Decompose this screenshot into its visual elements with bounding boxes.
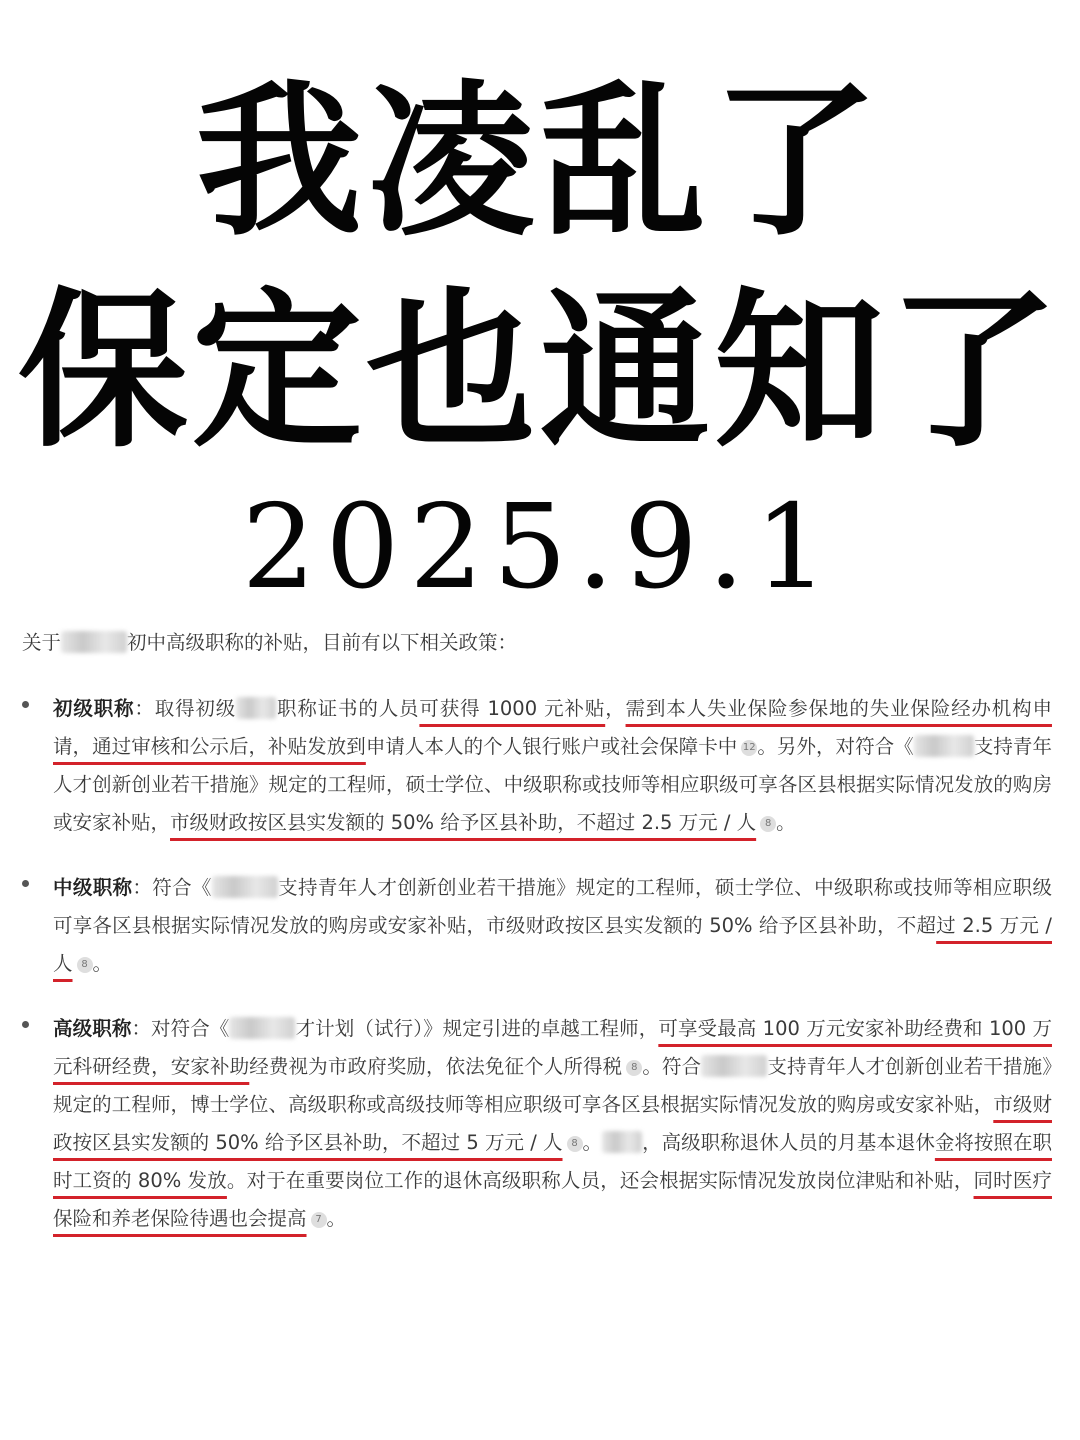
text-span: 才计划（试行）》规定引进的卓越工程师， bbox=[295, 1017, 659, 1040]
citation-badge[interactable]: 12 bbox=[741, 740, 757, 756]
redacted-text bbox=[701, 1055, 767, 1077]
term-label: 高级职称 bbox=[53, 1017, 132, 1040]
text-span: 。符合 bbox=[642, 1055, 702, 1078]
underlined-text: 需到本人失业保险参保地的失业保险经办机构申请，通过审核和公示后，补贴发放到 bbox=[53, 697, 1052, 758]
text-span: ：取得初级 bbox=[134, 697, 237, 720]
text-span: ，高级职称退休人员的月基本退休 bbox=[642, 1131, 935, 1154]
citation-badge[interactable]: 8 bbox=[567, 1136, 583, 1152]
citation-badge[interactable]: 7 bbox=[311, 1212, 327, 1228]
text-span: 。 bbox=[776, 811, 796, 834]
intro-text: 关于 bbox=[22, 631, 62, 654]
underlined-text: 市级财政按区县实发额的 50% 给予区县补助，不超过 2.5 万元 / 人 bbox=[170, 811, 757, 834]
redacted-text bbox=[212, 876, 278, 898]
underlined-text: 过 2.5 万元 / 人 bbox=[53, 914, 1052, 975]
intro-text: 初中高级职称的补贴，目前有以下相关政策： bbox=[127, 631, 518, 654]
headline-date: 2025.9.1 bbox=[241, 480, 839, 615]
redacted-text bbox=[236, 697, 276, 719]
redacted-text bbox=[914, 735, 974, 757]
list-item-middle-title bbox=[22, 869, 1052, 983]
text-span: 。对于在重要岗位工作的退休高级职称人员，还会根据实际情况发放岗位津贴和补贴， bbox=[226, 1169, 974, 1192]
text-span: 支持青年人才创新创业若干措施》规定的工程师，硕士学位、中级职称或技师等相应职级可享各区县根据实际情况发放的购房或安家补贴， bbox=[53, 735, 1052, 834]
primary-title-paragraph bbox=[53, 690, 1052, 842]
text-span: 。 bbox=[582, 1131, 603, 1154]
redacted-text bbox=[229, 1017, 295, 1039]
headline-line1: 我凌乱了 bbox=[196, 64, 884, 259]
middle-title-paragraph bbox=[53, 869, 1052, 983]
text-span: ：符合《 bbox=[132, 876, 212, 899]
underlined-text: 同时医疗保险和养老保险待遇也会提高 bbox=[53, 1169, 1052, 1230]
term-label: 初级职称 bbox=[53, 697, 135, 720]
intro-paragraph bbox=[22, 630, 1052, 656]
citation-badge[interactable]: 8 bbox=[77, 957, 93, 973]
redacted-text bbox=[602, 1131, 642, 1153]
term-label: 中级职称 bbox=[53, 876, 133, 899]
text-span: ， bbox=[605, 697, 626, 720]
underlined-text: 市级财政按区县实发额的 50% 给予区县补助，不超过 5 万元 / 人 bbox=[53, 1093, 1052, 1154]
bullet-icon bbox=[22, 701, 29, 708]
text-span: 支持青年人才创新创业若干措施》规定的工程师，硕士学位、中级职称或技师等相应职级可享各区县根据实际情况发放的购房或安家补贴，市级财政按区县实发额的 50% 给予区县补助，不超 bbox=[53, 876, 1052, 937]
redacted-text bbox=[61, 631, 127, 653]
text-span: 经费视为市政府奖励，依法免征个人所得税 bbox=[249, 1055, 623, 1078]
underlined-text: 金将按照在职时工资的 80% 发放 bbox=[53, 1131, 1052, 1192]
headline-line2: 保定也通知了 bbox=[17, 271, 1062, 471]
text-span: 职称证书的人员 bbox=[276, 697, 420, 720]
policy-document bbox=[22, 630, 1052, 1265]
list-item-senior-title bbox=[22, 1010, 1052, 1238]
underlined-text: 可获得 1000 元补贴 bbox=[419, 697, 606, 720]
text-span: ：对符合《 bbox=[131, 1017, 230, 1040]
text-span: 申请人本人的个人银行账户或社会保障卡中 bbox=[365, 735, 738, 758]
bullet-icon bbox=[22, 880, 29, 887]
underlined-text: 可享受最高 100 万元安家补助经费和 100 万元科研经费，安家补助 bbox=[53, 1017, 1052, 1078]
list-item-primary-title bbox=[22, 690, 1052, 842]
citation-badge[interactable]: 8 bbox=[760, 816, 776, 832]
text-span: 。另外，对符合《 bbox=[757, 735, 914, 758]
senior-title-paragraph bbox=[53, 1010, 1052, 1238]
text-span: 。 bbox=[92, 952, 113, 975]
citation-badge[interactable]: 8 bbox=[626, 1060, 642, 1076]
text-span: 支持青年人才创新创业若干措施》规定的工程师，博士学位、高级职称或高级技师等相应职级可享各区县根据实际情况发放的购房或安家补贴， bbox=[53, 1055, 1052, 1116]
bullet-icon bbox=[22, 1021, 29, 1028]
text-span: 。 bbox=[326, 1207, 347, 1230]
